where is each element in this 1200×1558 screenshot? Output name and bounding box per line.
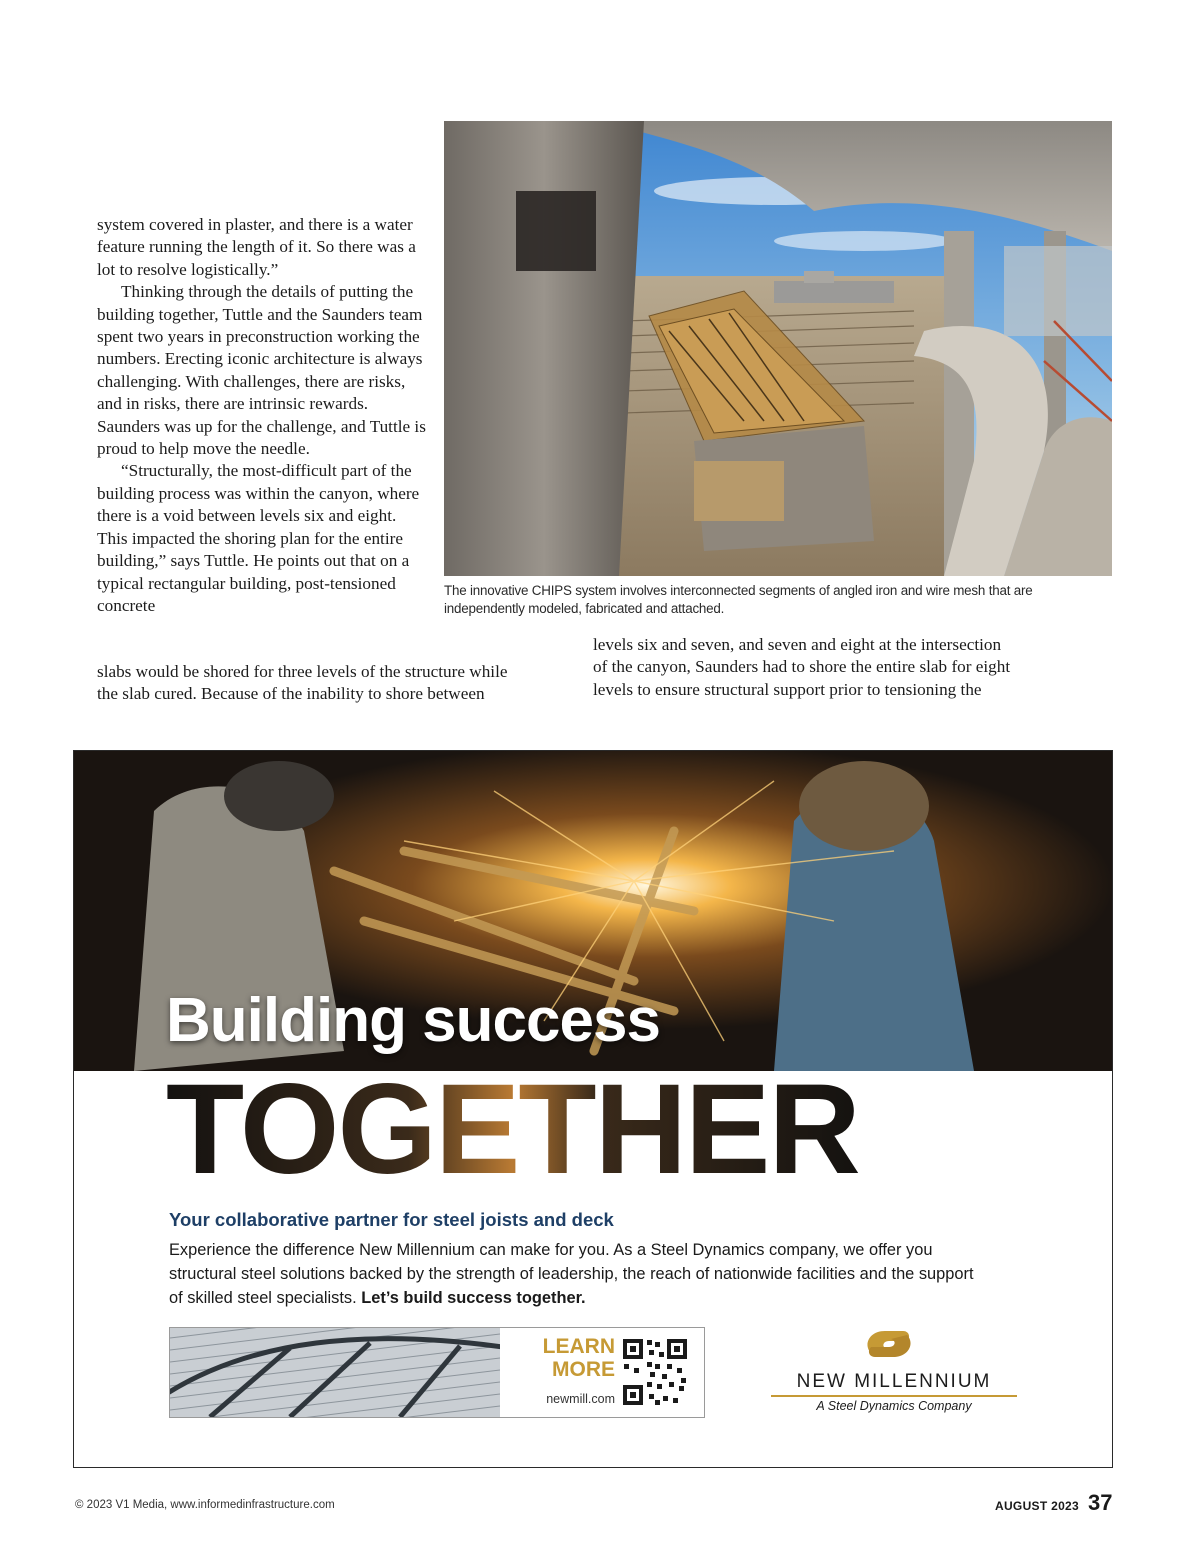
- ad-headline-together: [74, 1063, 1113, 1183]
- page-number: 37: [1088, 1490, 1113, 1515]
- photo-caption: [444, 582, 1112, 618]
- footer-issue-date: AUGUST 2023: [995, 1499, 1079, 1513]
- learn-more-banner[interactable]: [169, 1327, 705, 1418]
- article-paragraph: Thinking through the details of putting the building together, Tuttle and the Saunders team spent two years in preconstruction working the numbers. Erecting iconic architecture is always challenging. With challenges, there are risks, and in risks, there are intrinsic rewards. Saunders was up for the challenge, and Tuttle is proud to help move the needle.: [97, 282, 426, 459]
- ad-body-bold: Let’s build success together.: [361, 1289, 586, 1307]
- caption-line: The innovative CHIPS system involves interconnected segments of angled iron and wire mesh that are: [444, 583, 1033, 598]
- article-line: levels six and seven, and seven and eight at the intersection: [593, 635, 1002, 654]
- logo-divider: [771, 1395, 1017, 1397]
- article-span-line: slabs would be shored for three levels of the structure while: [97, 662, 508, 681]
- logo-tagline: A Steel Dynamics Company: [816, 1399, 972, 1413]
- together-text: TOGETHER: [166, 1063, 859, 1183]
- steel-roof-photo: [170, 1328, 500, 1417]
- more-text: MORE: [552, 1358, 615, 1381]
- ad-headline: Building success: [166, 986, 660, 1055]
- article-paragraph: system covered in plaster, and there is a water feature running the length of it. So there was a lot to resolve logistically.”: [97, 215, 416, 279]
- ad-body-copy: [169, 1238, 989, 1310]
- logo-name: NEW MILLENNIUM: [796, 1371, 992, 1392]
- new-millennium-logo-icon: [859, 1323, 919, 1365]
- ad-body-text: Experience the difference New Millennium can make for you. As a Steel Dynamics company, we offer you structural steel solutions backed by the strength of leadership, the reach of nationwide facilities and the support of skilled steel specialists.: [169, 1241, 974, 1307]
- caption-line: independently modeled, fabricated and attached.: [444, 601, 725, 616]
- ad-url[interactable]: newmill.com: [546, 1392, 615, 1406]
- article-right-column: [593, 634, 1073, 701]
- learn-text: LEARN: [542, 1335, 615, 1358]
- new-millennium-advertisement: [73, 750, 1113, 1468]
- article-line: levels to ensure structural support prior to tensioning the: [593, 679, 982, 699]
- article-paragraph: “Structurally, the most-difficult part of the building process was within the canyon, where there is a void between levels six and eight. This impacted the shoring plan for the entire building,” says Tuttle. He points out that on a typical rectangular building, post-tensioned concrete: [97, 461, 420, 615]
- article-span-line: the slab cured. Because of the inability to shore between: [97, 684, 485, 703]
- learn-more-label[interactable]: [525, 1335, 615, 1381]
- new-millennium-logo: [759, 1319, 1029, 1419]
- article-line: of the canyon, Saunders had to shore the entire slab for eight: [593, 657, 1011, 677]
- footer-copyright: © 2023 V1 Media, www.informedinfrastructure.com: [75, 1499, 335, 1511]
- qr-code-icon[interactable]: [622, 1338, 688, 1406]
- article-left-column: [97, 214, 427, 617]
- construction-photo: [444, 121, 1112, 576]
- ad-subhead: Your collaborative partner for steel joists and deck: [169, 1209, 614, 1230]
